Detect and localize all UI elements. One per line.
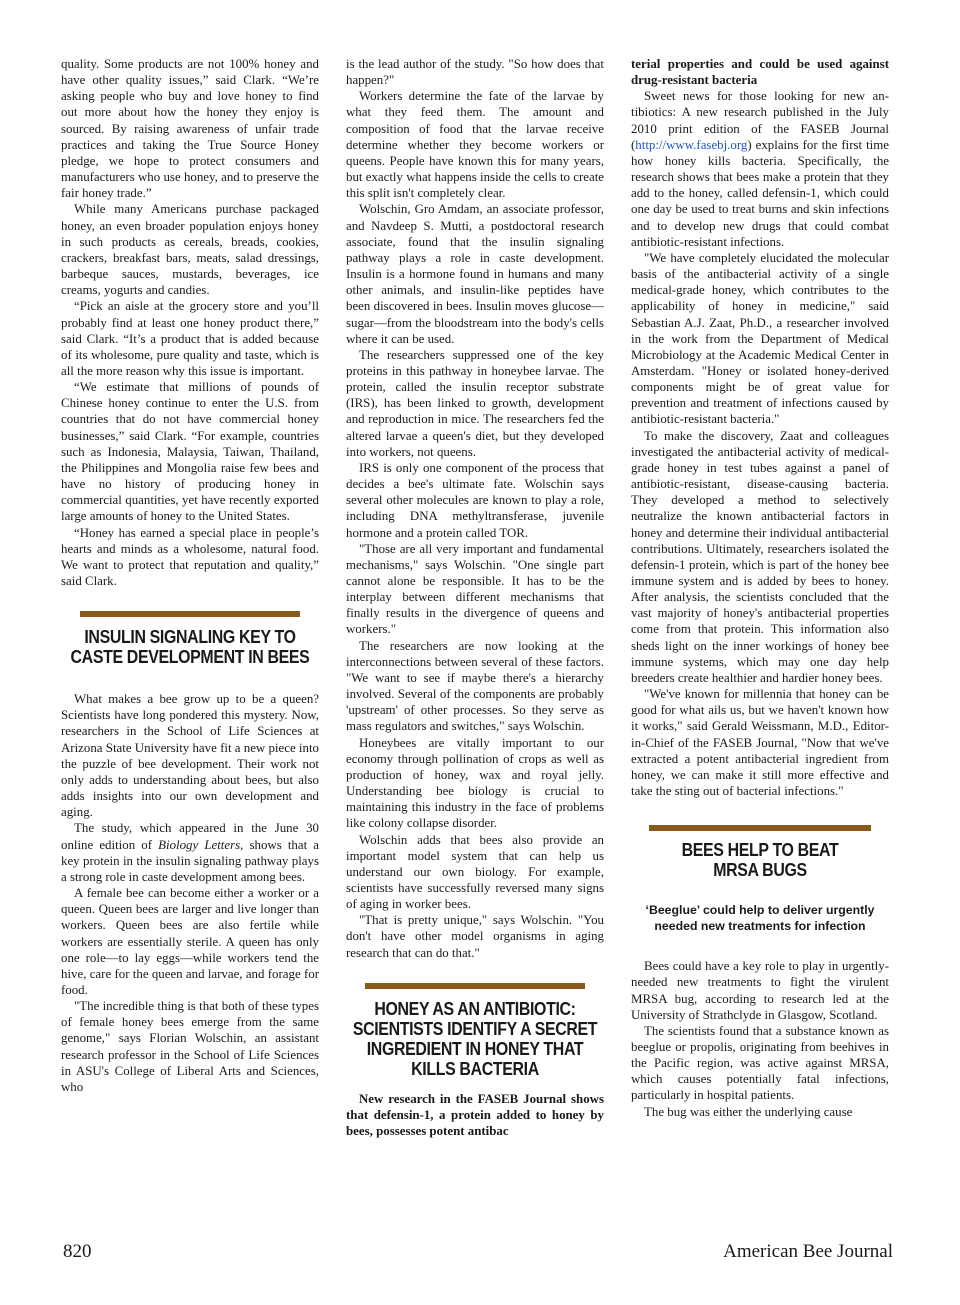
article-subhead: ‘Beeglue’ could help to deliver urgently needed new treatments for infection: [645, 903, 875, 934]
paragraph: "Those are all very important and fundamental mechanisms," says Wolschin. "One single part cannot alone be responsible. It has to be the interplay between different mechanisms that finally results in the divergence of queens and workers.": [346, 541, 604, 637]
paragraph: To make the discovery, Zaat and colleagues investigated the antibacterial activity of medical-grade honey in test tubes against a panel of antibiotic-resistant, disease-causing bacteria. They developed a method to selectively neutralize the known antibacterial factors in honey and determine their individual antibacterial contributions. Ultimately, researchers isolated the defensin-1 protein, which is part of the honey bee immune system and is added by bees to honey. After analysis, the scientists concluded that the vast majority of honey's antibacterial properties come from that protein. This information also sheds light on the inner workings of honey bee immune systems, which may one day help breeders create healthier and hardier honey bees.: [631, 428, 889, 685]
column-1: [61, 56, 319, 1095]
paragraph: The study, which appeared in the June 30 online edition of Biology Letters, shows that a key protein in the insulin signaling pathway plays a strong role in caste development among bees.: [61, 821, 319, 884]
paragraph: "The incredible thing is that both of these types of female honey bees emerge from the same genome," says Florian Wolschin, an assistant research professor in the School of Life Sciences in ASU's College of Liberal Arts and Sciences, who: [61, 999, 319, 1094]
paragraph: "We have completely elucidated the molecular basis of the antibacterial activity of a single medical-grade honey, which contributes to the applicability of honey in medicine," said Sebastian A.J. Zaat, Ph.D., a researcher involved in the work from the Department of Medical Microbiology at the Academic Medical Center in Amsterdam. "Honey or isolated honey-derived components might be of great value for prevention and treatment of infections caused by antibiotic-resistant bacteria.": [631, 250, 889, 427]
article-headline-honey-antibiotic: HONEY AS AN ANTIBIOTIC: SCIENTISTS IDENTIFY A SECRET INGREDIENT IN HONEY THAT KILLS BACTERIA: [352, 997, 598, 1079]
paragraph: IRS is only one component of the process that decides a bee's ultimate fate. Wolschin says several other molecules are known to play a role, including DNA methyltransferase, juvenile hormone and a protein called TOR.: [346, 460, 604, 540]
paragraph: is the lead author of the study. "So how does that happen?": [346, 57, 604, 88]
fasebj-link[interactable]: http://www.fasebj.org: [635, 137, 748, 152]
paragraph: “Honey has earned a special place in people’s hearts and minds as a wholesome, natural food. We want to protect that reputation and quality,” said Clark.: [61, 525, 319, 588]
paragraph: The researchers are now looking at the interconnections between several of these factors. "We want to see if maybe there's a hierarchy involved. Several of the components are probably 'upstream' of other processes. So they serve as mass regulators and switches," says Wolschin.: [346, 638, 604, 734]
paragraph: The bug was either the underlying cause: [644, 1104, 853, 1119]
article-lead-continued: terial properties and could be used against drug-resistant bacteria: [631, 57, 889, 88]
journal-name: American Bee Journal: [723, 1241, 893, 1262]
article-lead: New research in the FASEB Journal shows that defensin-1, a protein added to honey by bees, possesses potent antibac: [346, 1091, 604, 1139]
paragraph: “We estimate that millions of pounds of Chinese honey continue to enter the U.S. from countries that do not have commercial honey businesses,” said Clark. “For example, countries such as Indonesia, Malaysia, Taiwan, Thailand, the Philippines and Mongolia raise few bees and have no history of producing honey in commercial quantities, yet have recently exported large amounts of honey to the United States.: [61, 380, 319, 524]
paragraph: While many Americans purchase packaged honey, an even broader population enjoys honey in such products as cereals, breads, cookies, crackers, breakfast bars, meats, salad dressings, barbeque sauces, mustards, beverages, ice creams, yogurts and candies.: [61, 202, 319, 298]
column-2: [346, 56, 604, 1139]
paragraph: Wolschin adds that bees also provide an important model system that can help us understand our own biology. For example, scientists have successfully reversed many signs of aging in worker bees.: [346, 832, 604, 912]
column-3: [631, 56, 889, 1120]
paragraph: quality. Some products are not 100% honey and have other quality issues,” said Clark. “We’re asking people who buy and love honey to find out more about how the honey they enjoy is sourced. By raising awareness of unfair trade practices and taking the True Source Honey pledge, we hope to protect consumers and manufacturers who use honey, and to preserve the fair honey trade.”: [61, 57, 319, 201]
paragraph: Honeybees are vitally important to our economy through pollination of crops as well as production of honey, wax and royal jelly. Understanding bee biology is crucial to maintaining this industry in the face of problems like colony collapse disorder.: [346, 735, 604, 831]
paragraph: Bees could have a key role to play in urgently-needed new treatments to fight the virulent MRSA bug, according to research led at the University of Strathclyde in Glasgow, Scotland.: [631, 959, 889, 1022]
paragraph: Workers determine the fate of the larvae by what they feed them. The amount and composition of food that the larvae receive determine whether they become workers or queens. People have known this for many years, but exactly what happens inside the cells to create this split isn't completely clear.: [346, 89, 604, 201]
paragraph: What makes a bee grow up to be a queen? Scientists have long pondered this mystery. Now, researchers in the School of Life Sciences at Arizona State University have fit a new piece into the puzzle of bee development. Their work not only adds to understanding about bees, but also adds insights into our own development and aging.: [61, 692, 319, 820]
paragraph: Sweet news for those looking for new antibiotics: A new research published in the July 2010 print edition of the FASEB Journal (http://www.fasebj.org) explains for the first time how honey kills bacteria. Specifically, the research shows that bees make a protein that they add to the honey, called defensin-1, which could one day be used to treat burns and skin infections and to develop new drugs that could combat antibiotic-resistant infections.: [631, 89, 889, 249]
paragraph: "That is pretty unique," says Wolschin. "You don't have other model organisms in aging research that can do that.": [346, 913, 604, 960]
paragraph: The researchers suppressed one of the key proteins in this pathway in honeybee larvae. The protein, called the insulin receptor substrate (IRS), has been linked to growth, development and reproduction in mice. The researchers fed the altered larvae a queen's diet, but they developed into workers, not queens.: [346, 347, 604, 459]
page-number: 820: [63, 1241, 92, 1262]
paragraph: “Pick an aisle at the grocery store and you’ll probably find at least one honey product there,” said Clark. “It’s a product that is added because of its wholesome, pure quality and taste, which is all the more reason why this issue is important.: [61, 299, 319, 378]
paragraph: A female bee can become either a worker or a queen. Queen bees are larger and live longer than workers. Queen bees are also fertile while workers are essentially sterile. A queen has only one role—to lay eggs—while workers tend the hive, care for the queen and larvae, and forage for food.: [61, 886, 319, 997]
paragraph: Wolschin, Gro Amdam, an associate professor, and Navdeep S. Mutti, a postdoctoral research associate, found that the insulin signaling pathway plays a role in caste development. Insulin is a hormone found in humans and many other animals, and insulin-like peptides have been discovered in bees. Insulin moves glucose—sugar—from the bloodstream into the body's cells where it can be used.: [346, 202, 604, 346]
article-headline-mrsa: BEES HELP TO BEAT MRSA BUGS: [681, 839, 839, 881]
article-headline-insulin: INSULIN SIGNALING KEY TO CASTE DEVELOPMENT IN BEES: [70, 626, 310, 668]
paragraph: "We've known for millennia that honey can be good for what ails us, but we haven't known how it works," said Gerald Weissmann, M.D., Editor-in-Chief of the FASEB Journal, "Now that we've extracted a potent antibacterial ingredient from honey, we can make it still more effective and take the sting out of bacterial infections.": [631, 687, 889, 799]
journal-title: Biology Letters: [158, 837, 241, 852]
paragraph: The scientists found that a substance known as beeglue or propolis, originating from beehives in the Pacific region, was active against MRSA, which causes potentially fatal infections, particularly in hospital patients.: [631, 1023, 889, 1103]
